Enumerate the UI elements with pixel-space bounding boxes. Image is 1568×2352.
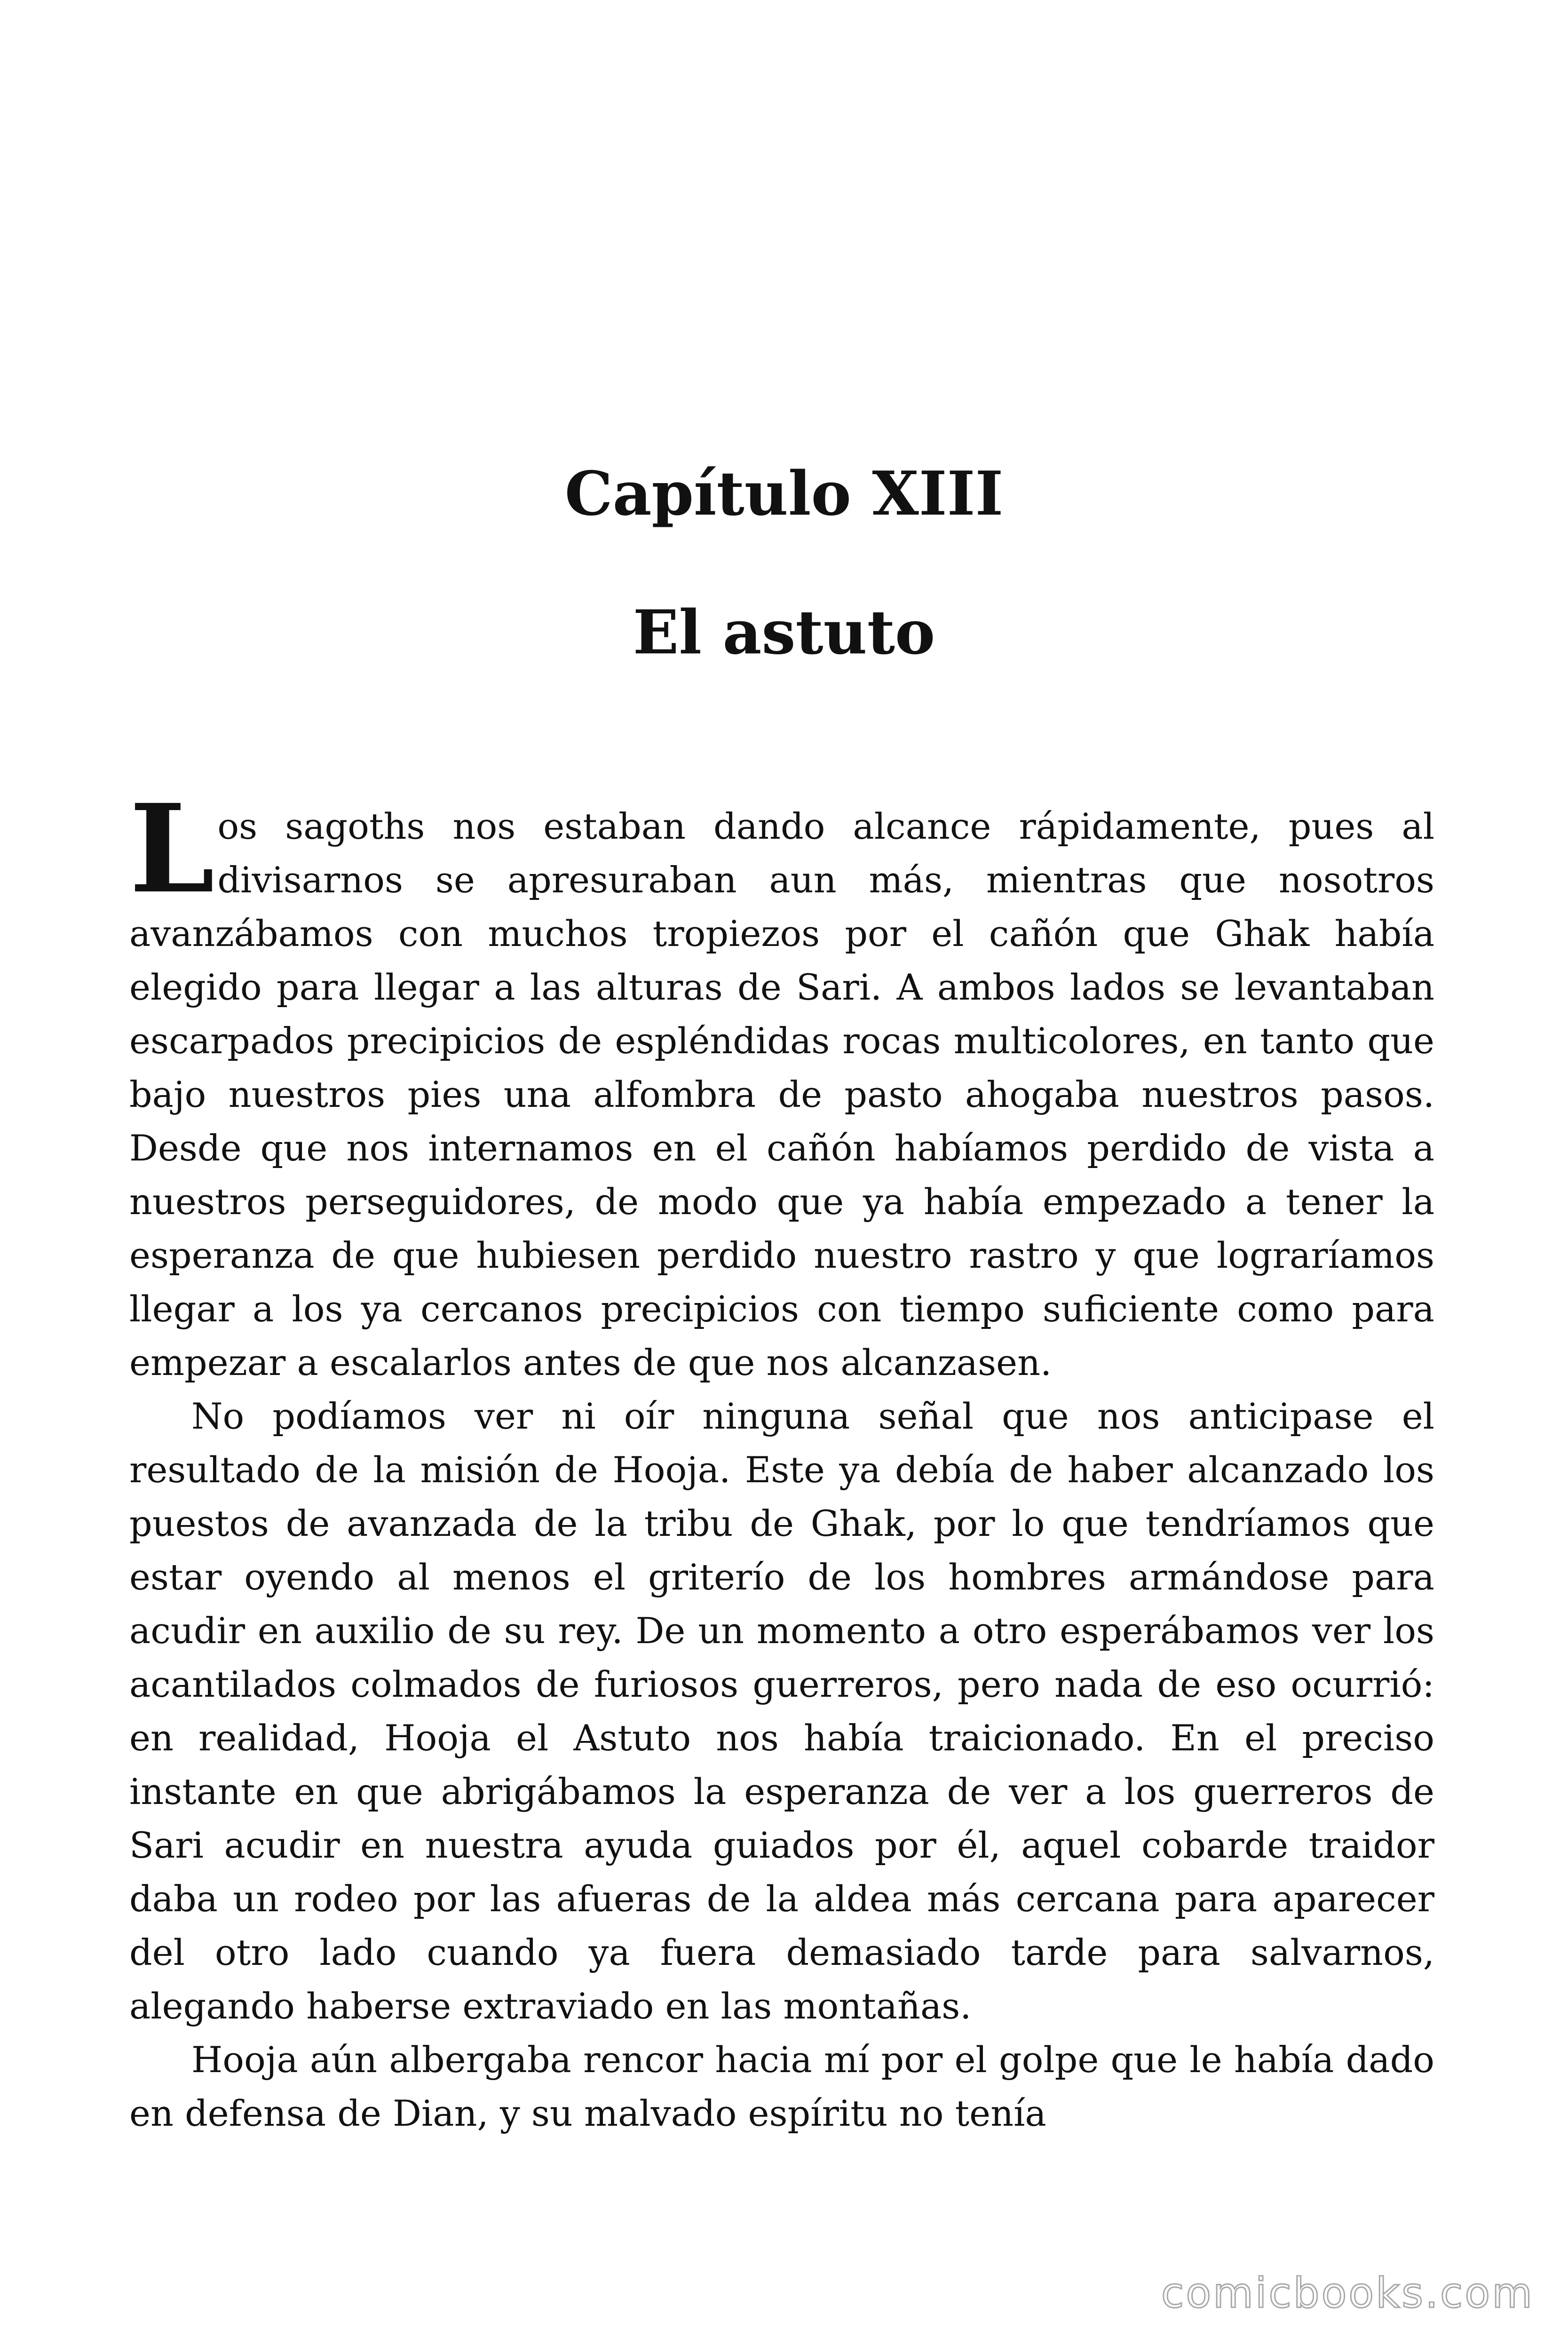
- paragraph-2: No podíamos ver ni oír ninguna señal que nos anticipase el resultado de la misión de Hooja. Este ya debía de haber alcanzado los puestos de avanzada de la tribu de Ghak, por lo que tendríamos que estar oyendo al menos el griterío de los hombres armándose para acudir en auxilio de su rey. De un momento a otro esperábamos ver los acantilados colmados de furiosos guerreros, pero nada de eso ocurrió: en realidad, Hooja el Astuto nos había traicionado. En el preciso instante en que abrigábamos la esperanza de ver a los guerreros de Sari acudir en nuestra ayuda guiados por él, aquel cobarde traidor daba un rodeo por las afueras de la aldea más cercana para aparecer del otro lado cuando ya fuera demasiado tarde para salvarnos, alegando haberse extraviado en las montañas.: [129, 1395, 1434, 2027]
- drop-cap: L: [129, 778, 215, 920]
- chapter-title: El astuto: [633, 597, 935, 668]
- paragraph-1-text: os sagoths nos estaban dando alcance rápidamente, pues al divisarnos se apresuraban aun más, mientras que nosotros avanzábamos con muchos tropiezos por el cañón que Ghak había elegido para llegar a las alturas de Sari. A ambos lados se levantaban escarpados precipicios de espléndidas rocas multicolores, en tanto que bajo nuestros pies una alfombra de pasto ahogaba nuestros pasos. Desde que nos internamos en el cañón habíamos perdido de vista a nuestros perseguidores, de modo que ya había empezado a tener la esperanza de que hubiesen perdido nuestro rastro y que lograríamos llegar a los ya cercanos precipicios con tiempo suficiente como para empezar a escalarlos antes de que nos alcanzasen.: [129, 805, 1434, 1383]
- watermark: comicbooks.com: [1161, 2269, 1534, 2317]
- paragraph-1: [129, 778, 1434, 1390]
- paragraph-3: Hooja aún albergaba rencor hacia mí por el golpe que le había dado en defensa de Dian, y su malvado espíritu no tenía: [129, 2039, 1434, 2134]
- chapter-body: [129, 778, 1434, 2140]
- chapter-number: Capítulo XIII: [564, 459, 1004, 529]
